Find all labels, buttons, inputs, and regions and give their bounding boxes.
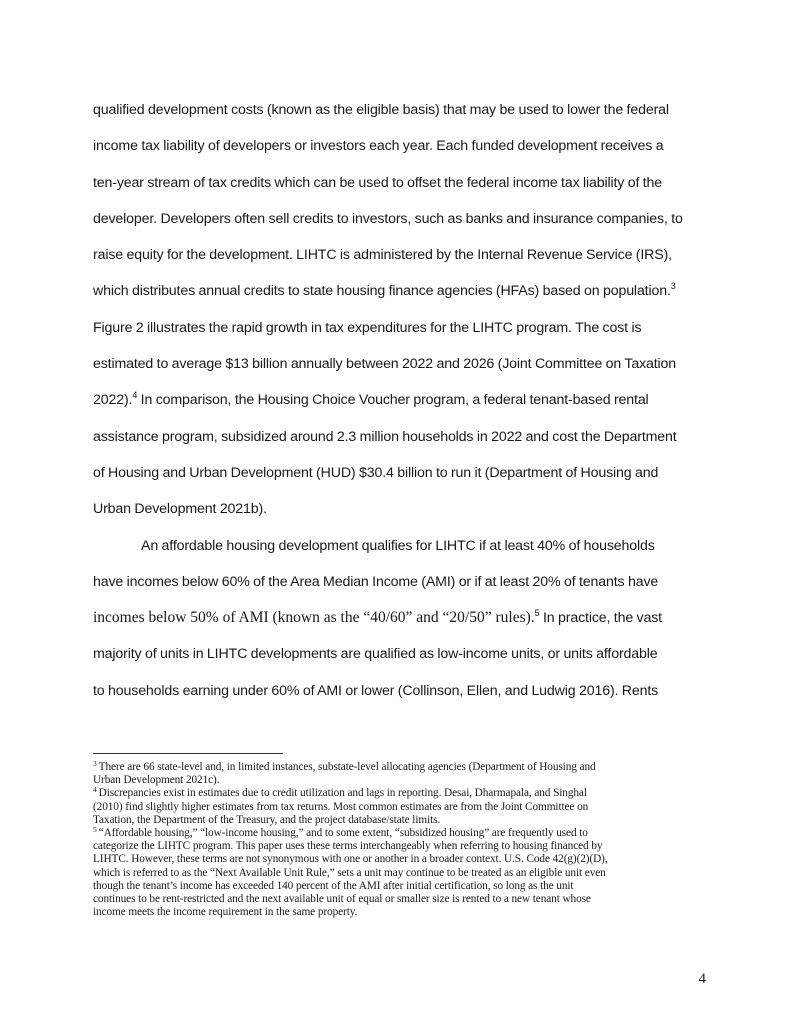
text-line	[93, 600, 705, 636]
text-line: to households earning under 60% of AMI or lower (Collinson, Ellen, and Ludwig 2016). Rents	[93, 682, 659, 699]
footnote-text: (2010) find slightly higher estimates from tax returns. Most common estimates are from the Joint Committee on	[93, 800, 589, 813]
text-line: raise equity for the development. LIHTC is administered by the Internal Revenue Service (IRS),	[93, 247, 672, 264]
text-line: Figure 2 illustrates the rapid growth in tax expenditures for the LIHTC program. The cost is	[93, 319, 642, 336]
footnote-text: income meets the income requirement in the same property.	[93, 906, 358, 919]
body-text	[93, 92, 705, 709]
text-line: ten-year stream of tax credits which can be used to offset the federal income tax liability of the	[93, 174, 663, 191]
footnote-number: 3	[93, 759, 97, 768]
footnote-5	[93, 827, 713, 919]
footnote-ref-5[interactable]: 5	[534, 608, 540, 619]
text-segment: 2022).	[93, 392, 133, 409]
text-line: An affordable housing development qualifies for LIHTC if at least 40% of households	[141, 537, 655, 554]
text-line	[93, 273, 705, 309]
page-number: 4	[698, 971, 706, 987]
footnote-separator	[93, 753, 283, 754]
footnote-text: LIHTC. However, these terms are not synonymous with one or another in a broader context. U.S. Code 42(g)(2)(D),	[93, 853, 608, 866]
footnote-text: Taxation, the Department of the Treasury, and the project database/state limits.	[93, 813, 441, 826]
footnote-3	[93, 761, 713, 787]
footnote-ref-3[interactable]: 3	[670, 281, 676, 292]
text-line: qualified development costs (known as the eligible basis) that may be used to lower the federal	[93, 102, 669, 118]
footnote-4	[93, 787, 713, 827]
text-line: have incomes below 60% of the Area Median Income (AMI) or if at least 20% of tenants have	[93, 573, 659, 590]
footnote-number: 5	[93, 825, 97, 835]
footnote-text: There are 66 state-level and, in limited instances, substate-level allocating agencies (Department of Housing and	[98, 761, 596, 773]
text-segment: In practice, the vast	[539, 610, 662, 627]
text-line: majority of units in LIHTC developments are qualified as low-income units, or units affordable	[93, 646, 658, 663]
text-segment: In comparison, the Housing Choice Voucher program, a federal tenant-based rental	[137, 392, 649, 409]
text-line: income tax liability of developers or investors each year. Each funded development receives a	[93, 138, 664, 155]
footnote-text: continues to be rent-restricted and the next available unit of equal or smaller size is rented to a new tenant whose	[93, 893, 591, 906]
text-segment: incomes below 50% of AMI (known as the “40/60” and “20/50” rules).	[93, 609, 535, 627]
footnote-text: though the tenant’s income has exceeded 140 percent of the AMI after initial certification, so long as the unit	[93, 879, 574, 892]
footnote-number: 4	[93, 785, 97, 795]
footnote-text: Discrepancies exist in estimates due to credit utilization and lags in reporting. Desai, Dharmapala, and Singhal	[98, 787, 587, 800]
paragraph-1	[93, 92, 705, 528]
text-line: Urban Development 2021b).	[93, 501, 267, 518]
text-segment: which distributes annual credits to state housing finance agencies (HFAs) based on population.	[93, 283, 671, 300]
text-line: assistance program, subsidized around 2.3 million households in 2022 and cost the Department	[93, 428, 677, 445]
paragraph-2	[93, 528, 705, 709]
footnote-text: which is referred to as the “Next Available Unit Rule,” sets a unit may continue to be treated as an eligible unit even	[93, 866, 606, 879]
text-line: developer. Developers often sell credits to investors, such as banks and insurance companies, to	[93, 210, 683, 227]
text-line	[93, 382, 705, 418]
footnotes	[93, 761, 713, 919]
footnote-ref-4[interactable]: 4	[132, 390, 138, 401]
text-line: estimated to average $13 billion annually between 2022 and 2026 (Joint Committee on Taxation	[93, 356, 677, 373]
footnote-text: categorize the LIHTC program. This paper uses these terms interchangeably when referring to housing financed by	[93, 840, 603, 853]
text-line: of Housing and Urban Development (HUD) $30.4 billion to run it (Department of Housing and	[93, 464, 659, 481]
footnote-text: Urban Development 2021c).	[93, 774, 220, 787]
footnote-text: “Affordable housing,” “low-income housing,” and to some extent, “subsidized housing” are frequently used to	[98, 827, 588, 840]
